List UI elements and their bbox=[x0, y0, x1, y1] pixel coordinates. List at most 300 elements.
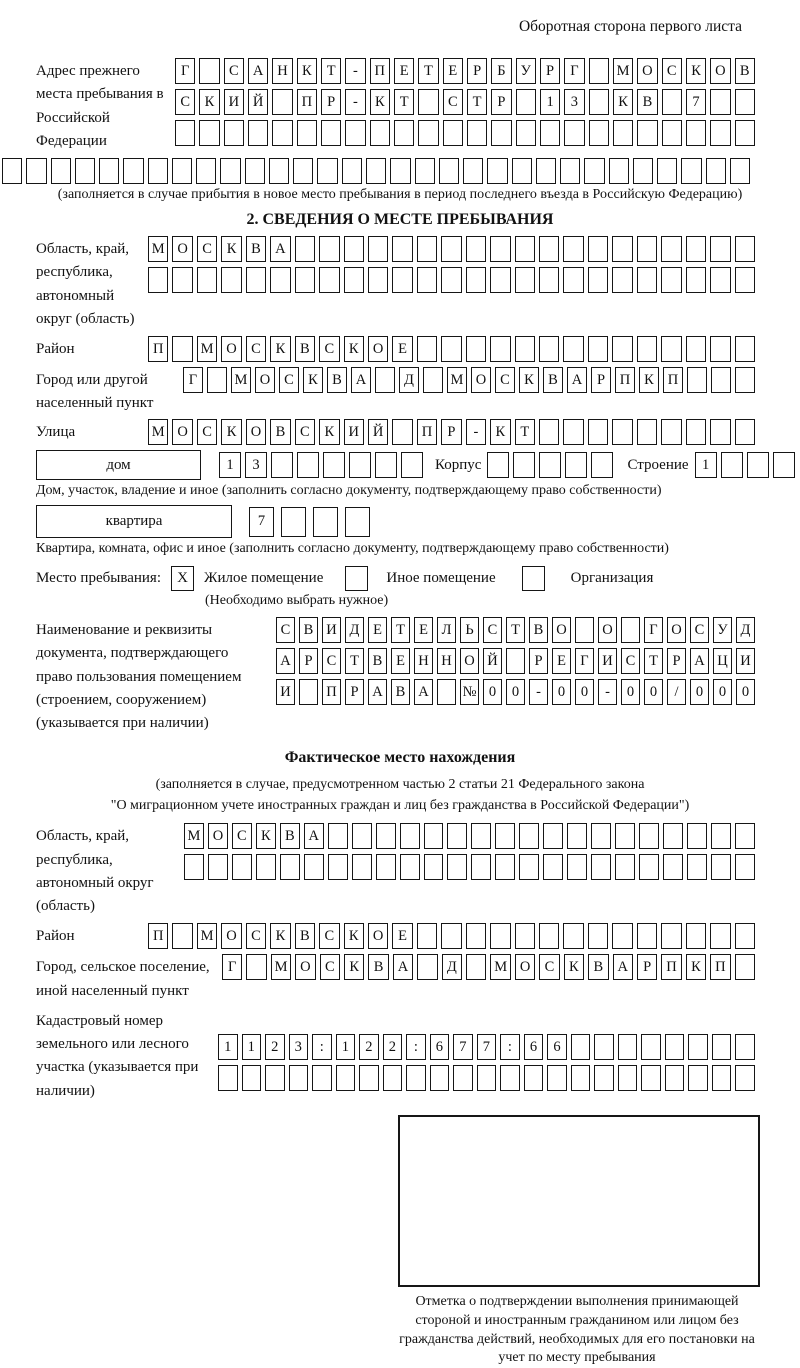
char-cell: № bbox=[460, 679, 479, 705]
char-cell bbox=[271, 452, 293, 478]
char-cell: М bbox=[184, 823, 204, 849]
char-cell bbox=[612, 267, 632, 293]
checkbox-organization bbox=[522, 566, 545, 591]
char-cell: С bbox=[279, 367, 299, 393]
char-cell bbox=[312, 1065, 332, 1091]
char-cell bbox=[657, 158, 677, 184]
char-cell bbox=[588, 236, 608, 262]
prev-address-rows bbox=[175, 58, 755, 146]
char-cell bbox=[368, 267, 388, 293]
char-cell: М bbox=[197, 336, 217, 362]
stamp-caption: Отметка о подтверждении выполнения принимающей стороной и иностранным гражданином или лицом без гражданства действий, необходимых для его постановки на учет по месту пребывания bbox=[399, 1293, 755, 1366]
char-cell bbox=[424, 854, 444, 880]
prev-address-block bbox=[36, 58, 755, 153]
char-cell bbox=[637, 923, 657, 949]
char-cell bbox=[735, 236, 755, 262]
char-cell: О bbox=[710, 58, 730, 84]
char-cell: Е bbox=[414, 617, 433, 643]
char-cell: Ц bbox=[713, 648, 732, 674]
char-row bbox=[175, 120, 755, 146]
char-cell bbox=[495, 823, 515, 849]
char-cell bbox=[735, 954, 755, 980]
district2-label: Район bbox=[36, 928, 75, 945]
char-cell: К bbox=[686, 58, 706, 84]
char-cell: 0 bbox=[621, 679, 640, 705]
prev-address-label: Адрес прежнего места пребывания в Российской Федерации bbox=[36, 63, 164, 149]
char-row bbox=[148, 236, 755, 262]
char-cell bbox=[710, 236, 730, 262]
char-cell: 0 bbox=[644, 679, 663, 705]
char-cell bbox=[197, 267, 217, 293]
char-cell: С bbox=[662, 58, 682, 84]
char-cell: П bbox=[322, 679, 341, 705]
char-cell bbox=[710, 923, 730, 949]
char-cell bbox=[515, 267, 535, 293]
char-cell bbox=[612, 336, 632, 362]
char-cell bbox=[366, 158, 386, 184]
char-cell bbox=[711, 823, 731, 849]
char-cell bbox=[172, 267, 192, 293]
char-cell bbox=[99, 158, 119, 184]
char-cell: Г bbox=[222, 954, 242, 980]
char-cell bbox=[588, 923, 608, 949]
street-block bbox=[36, 419, 755, 445]
char-cell: 1 bbox=[218, 1034, 238, 1060]
char-cell: В bbox=[327, 367, 347, 393]
char-cell bbox=[735, 419, 755, 445]
char-cell bbox=[344, 236, 364, 262]
char-cell bbox=[375, 452, 397, 478]
char-cell: В bbox=[529, 617, 548, 643]
char-cell bbox=[686, 336, 706, 362]
char-cell bbox=[730, 158, 750, 184]
char-cell bbox=[272, 120, 292, 146]
option-residential-label: Жилое помещение bbox=[204, 570, 324, 586]
korpus-label: Корпус bbox=[435, 456, 482, 473]
char-cell: / bbox=[667, 679, 686, 705]
char-cell bbox=[661, 923, 681, 949]
char-cell bbox=[359, 1065, 379, 1091]
char-cell bbox=[246, 267, 266, 293]
char-cell bbox=[639, 854, 659, 880]
char-cell bbox=[637, 267, 657, 293]
char-cell: С bbox=[197, 236, 217, 262]
char-cell: В bbox=[637, 89, 657, 115]
char-cell bbox=[637, 419, 657, 445]
char-cell: А bbox=[690, 648, 709, 674]
char-cell bbox=[665, 1034, 685, 1060]
char-cell: М bbox=[148, 236, 168, 262]
char-cell bbox=[564, 120, 584, 146]
char-cell bbox=[686, 923, 706, 949]
char-cell: С bbox=[175, 89, 195, 115]
char-cell bbox=[613, 120, 633, 146]
char-cell bbox=[539, 267, 559, 293]
char-cell bbox=[417, 923, 437, 949]
char-cell bbox=[466, 236, 486, 262]
char-cell bbox=[563, 419, 583, 445]
char-cell bbox=[490, 236, 510, 262]
char-cell bbox=[317, 158, 337, 184]
char-cell: Г bbox=[644, 617, 663, 643]
char-cell bbox=[466, 954, 486, 980]
char-cell: Й bbox=[483, 648, 502, 674]
char-cell: 6 bbox=[430, 1034, 450, 1060]
char-cell: Д bbox=[345, 617, 364, 643]
char-cell: С bbox=[246, 336, 266, 362]
char-cell bbox=[490, 267, 510, 293]
region-label: Область, край, республика, автономный округ (область) bbox=[36, 241, 135, 327]
char-cell: В bbox=[735, 58, 755, 84]
char-cell: 6 bbox=[524, 1034, 544, 1060]
char-cell bbox=[289, 1065, 309, 1091]
stroenie-label: Строение bbox=[627, 456, 689, 473]
char-cell: В bbox=[299, 617, 318, 643]
char-cell: 7 bbox=[249, 507, 274, 537]
char-row bbox=[184, 854, 755, 880]
char-cell: Т bbox=[467, 89, 487, 115]
char-cell bbox=[245, 158, 265, 184]
section2-title: 2. СВЕДЕНИЯ О МЕСТЕ ПРЕБЫВАНИЯ bbox=[246, 211, 554, 228]
cadastral-label: Кадастровый номер земельного или лесного участка (указывается при наличии) bbox=[36, 1012, 199, 1099]
char-cell bbox=[392, 419, 412, 445]
char-cell: 7 bbox=[453, 1034, 473, 1060]
char-cell: И bbox=[322, 617, 341, 643]
char-row bbox=[184, 823, 755, 849]
char-cell: И bbox=[224, 89, 244, 115]
char-cell: 0 bbox=[736, 679, 755, 705]
char-cell bbox=[712, 1065, 732, 1091]
char-cell bbox=[615, 854, 635, 880]
char-cell bbox=[477, 1065, 497, 1091]
char-cell bbox=[747, 452, 769, 478]
char-cell bbox=[500, 1065, 520, 1091]
char-cell bbox=[295, 236, 315, 262]
char-cell bbox=[612, 923, 632, 949]
char-cell bbox=[272, 89, 292, 115]
char-cell bbox=[560, 158, 580, 184]
char-cell bbox=[490, 336, 510, 362]
char-cell bbox=[466, 923, 486, 949]
char-cell bbox=[246, 954, 266, 980]
char-cell bbox=[26, 158, 46, 184]
char-cell: О bbox=[460, 648, 479, 674]
char-cell: Р bbox=[321, 89, 341, 115]
char-cell: 0 bbox=[690, 679, 709, 705]
char-cell: М bbox=[231, 367, 251, 393]
char-row bbox=[276, 617, 755, 643]
char-cell bbox=[439, 158, 459, 184]
actual-location-caption-line2: "О миграционном учете иностранных граждан и лиц без гражданства в Российской Федерации") bbox=[110, 798, 690, 814]
region2-block bbox=[36, 823, 755, 918]
stroenie-row bbox=[695, 452, 795, 478]
city-block bbox=[36, 367, 755, 414]
char-cell: Е bbox=[392, 336, 412, 362]
stay-type-label: Место пребывания: bbox=[36, 570, 161, 586]
char-cell: С bbox=[443, 89, 463, 115]
char-row bbox=[175, 58, 755, 84]
char-cell bbox=[417, 954, 437, 980]
char-cell bbox=[447, 854, 467, 880]
char-cell: Е bbox=[552, 648, 571, 674]
char-cell bbox=[172, 923, 192, 949]
char-cell bbox=[392, 236, 412, 262]
char-cell: М bbox=[447, 367, 467, 393]
char-cell: О bbox=[221, 336, 241, 362]
char-cell bbox=[453, 1065, 473, 1091]
char-cell bbox=[618, 1034, 638, 1060]
street-label: Улица bbox=[36, 424, 76, 440]
char-cell: И bbox=[344, 419, 364, 445]
char-cell bbox=[735, 336, 755, 362]
char-cell: О bbox=[368, 336, 388, 362]
char-row bbox=[148, 419, 755, 445]
char-cell bbox=[319, 267, 339, 293]
char-cell bbox=[567, 823, 587, 849]
char-cell bbox=[512, 158, 532, 184]
char-cell bbox=[447, 823, 467, 849]
char-cell: Т bbox=[321, 58, 341, 84]
char-cell: С bbox=[621, 648, 640, 674]
char-cell: Р bbox=[591, 367, 611, 393]
char-cell bbox=[208, 854, 228, 880]
char-cell: В bbox=[588, 954, 608, 980]
char-cell bbox=[495, 854, 515, 880]
apartment-caption: Квартира, комната, офис и иное (заполнить согласно документу, подтверждающему право собственности) bbox=[36, 541, 669, 556]
char-cell bbox=[516, 89, 536, 115]
char-cell bbox=[621, 617, 640, 643]
char-cell: Б bbox=[491, 58, 511, 84]
char-cell: С bbox=[197, 419, 217, 445]
char-cell bbox=[515, 923, 535, 949]
char-cell: Д bbox=[736, 617, 755, 643]
char-cell bbox=[536, 158, 556, 184]
char-cell bbox=[196, 158, 216, 184]
char-cell: К bbox=[344, 954, 364, 980]
stay-type-row bbox=[36, 566, 755, 591]
char-cell: Р bbox=[345, 679, 364, 705]
char-cell: Т bbox=[394, 89, 414, 115]
char-cell: К bbox=[270, 923, 290, 949]
char-cell: К bbox=[319, 419, 339, 445]
char-row bbox=[183, 367, 755, 393]
char-cell bbox=[735, 367, 755, 393]
char-cell: Е bbox=[394, 58, 414, 84]
char-cell: Н bbox=[437, 648, 456, 674]
char-cell bbox=[270, 267, 290, 293]
char-cell: Т bbox=[644, 648, 663, 674]
char-cell: Д bbox=[399, 367, 419, 393]
char-cell bbox=[612, 419, 632, 445]
char-cell: К bbox=[490, 419, 510, 445]
char-cell: 2 bbox=[359, 1034, 379, 1060]
stamp-box bbox=[398, 1115, 760, 1287]
char-cell bbox=[265, 1065, 285, 1091]
char-cell: О bbox=[637, 58, 657, 84]
char-cell: : bbox=[312, 1034, 332, 1060]
char-cell: Т bbox=[345, 648, 364, 674]
char-cell bbox=[735, 923, 755, 949]
char-cell bbox=[304, 854, 324, 880]
char-cell: С bbox=[495, 367, 515, 393]
city-label: Город или другой населенный пункт bbox=[36, 372, 154, 411]
char-cell bbox=[323, 452, 345, 478]
char-cell bbox=[418, 120, 438, 146]
option-organization-label: Организация bbox=[570, 570, 654, 586]
char-cell bbox=[516, 120, 536, 146]
char-cell bbox=[423, 367, 443, 393]
char-cell bbox=[418, 89, 438, 115]
char-cell bbox=[735, 89, 755, 115]
char-cell: А bbox=[304, 823, 324, 849]
char-cell: К bbox=[199, 89, 219, 115]
char-cell bbox=[547, 1065, 567, 1091]
char-cell bbox=[467, 120, 487, 146]
char-cell bbox=[711, 367, 731, 393]
char-cell bbox=[336, 1065, 356, 1091]
char-cell bbox=[710, 89, 730, 115]
char-cell bbox=[735, 120, 755, 146]
char-cell bbox=[342, 158, 362, 184]
char-cell bbox=[123, 158, 143, 184]
char-cell: К bbox=[639, 367, 659, 393]
char-cell: С bbox=[320, 954, 340, 980]
char-cell bbox=[224, 120, 244, 146]
char-cell bbox=[394, 120, 414, 146]
char-cell: 3 bbox=[245, 452, 267, 478]
char-cell bbox=[641, 1034, 661, 1060]
char-cell: М bbox=[197, 923, 217, 949]
char-cell bbox=[248, 120, 268, 146]
char-cell: 0 bbox=[713, 679, 732, 705]
char-cell: М bbox=[490, 954, 510, 980]
char-cell bbox=[390, 158, 410, 184]
char-cell bbox=[563, 236, 583, 262]
char-cell bbox=[735, 854, 755, 880]
char-cell bbox=[297, 120, 317, 146]
char-cell: 1 bbox=[695, 452, 717, 478]
char-cell: А bbox=[414, 679, 433, 705]
char-cell: А bbox=[567, 367, 587, 393]
char-row bbox=[218, 1065, 755, 1091]
char-cell bbox=[328, 823, 348, 849]
char-cell: Т bbox=[391, 617, 410, 643]
char-cell bbox=[661, 336, 681, 362]
char-cell: С bbox=[224, 58, 244, 84]
char-cell bbox=[184, 854, 204, 880]
char-cell bbox=[588, 419, 608, 445]
char-cell bbox=[637, 120, 657, 146]
char-cell: И bbox=[276, 679, 295, 705]
char-row-full-width bbox=[2, 158, 750, 184]
char-cell bbox=[612, 236, 632, 262]
char-row bbox=[175, 89, 755, 115]
char-cell: Д bbox=[442, 954, 462, 980]
char-cell bbox=[712, 1034, 732, 1060]
char-cell bbox=[687, 823, 707, 849]
char-cell: А bbox=[613, 954, 633, 980]
char-cell: - bbox=[466, 419, 486, 445]
char-cell bbox=[349, 452, 371, 478]
char-cell bbox=[256, 854, 276, 880]
char-cell: П bbox=[663, 367, 683, 393]
char-cell: Р bbox=[299, 648, 318, 674]
char-cell: В bbox=[246, 236, 266, 262]
document-block bbox=[36, 617, 755, 735]
char-cell bbox=[51, 158, 71, 184]
char-cell bbox=[207, 367, 227, 393]
char-cell: К bbox=[344, 923, 364, 949]
char-cell: П bbox=[370, 58, 390, 84]
char-cell bbox=[565, 452, 587, 478]
char-cell bbox=[710, 336, 730, 362]
region-block bbox=[36, 236, 755, 331]
char-cell: Е bbox=[392, 923, 412, 949]
char-cell bbox=[232, 854, 252, 880]
district2-block bbox=[36, 923, 755, 949]
char-cell: 2 bbox=[383, 1034, 403, 1060]
char-cell: С bbox=[690, 617, 709, 643]
char-cell bbox=[589, 58, 609, 84]
char-cell bbox=[588, 336, 608, 362]
char-cell: Л bbox=[437, 617, 456, 643]
char-cell bbox=[148, 267, 168, 293]
char-cell: А bbox=[276, 648, 295, 674]
char-cell bbox=[539, 419, 559, 445]
actual-location-caption-line1: (заполняется в случае, предусмотренном частью 2 статьи 21 Федерального закона bbox=[155, 777, 645, 793]
char-cell: 0 bbox=[483, 679, 502, 705]
char-cell: К bbox=[221, 419, 241, 445]
char-cell bbox=[269, 158, 289, 184]
char-cell: С bbox=[295, 419, 315, 445]
char-cell: К bbox=[370, 89, 390, 115]
char-cell bbox=[539, 452, 561, 478]
char-cell bbox=[735, 1065, 755, 1091]
char-cell: 7 bbox=[477, 1034, 497, 1060]
char-cell: К bbox=[613, 89, 633, 115]
char-cell bbox=[710, 267, 730, 293]
char-cell: К bbox=[270, 336, 290, 362]
char-cell: А bbox=[351, 367, 371, 393]
district-label: Район bbox=[36, 341, 75, 357]
char-cell: О bbox=[368, 923, 388, 949]
char-cell: Г bbox=[175, 58, 195, 84]
char-cell bbox=[319, 236, 339, 262]
char-cell: Е bbox=[443, 58, 463, 84]
char-cell bbox=[706, 158, 726, 184]
char-cell bbox=[688, 1034, 708, 1060]
char-cell bbox=[295, 267, 315, 293]
char-cell bbox=[588, 267, 608, 293]
char-cell bbox=[773, 452, 795, 478]
char-cell: В bbox=[295, 923, 315, 949]
char-cell bbox=[575, 617, 594, 643]
char-cell bbox=[345, 120, 365, 146]
char-cell: Р bbox=[667, 648, 686, 674]
char-cell bbox=[417, 336, 437, 362]
char-cell bbox=[539, 336, 559, 362]
char-cell: - bbox=[345, 58, 365, 84]
char-cell bbox=[515, 336, 535, 362]
char-row bbox=[148, 336, 755, 362]
char-cell bbox=[571, 1034, 591, 1060]
char-cell: Й bbox=[248, 89, 268, 115]
char-cell: - bbox=[345, 89, 365, 115]
char-cell bbox=[519, 854, 539, 880]
char-cell bbox=[688, 1065, 708, 1091]
char-cell: : bbox=[500, 1034, 520, 1060]
char-cell bbox=[663, 823, 683, 849]
